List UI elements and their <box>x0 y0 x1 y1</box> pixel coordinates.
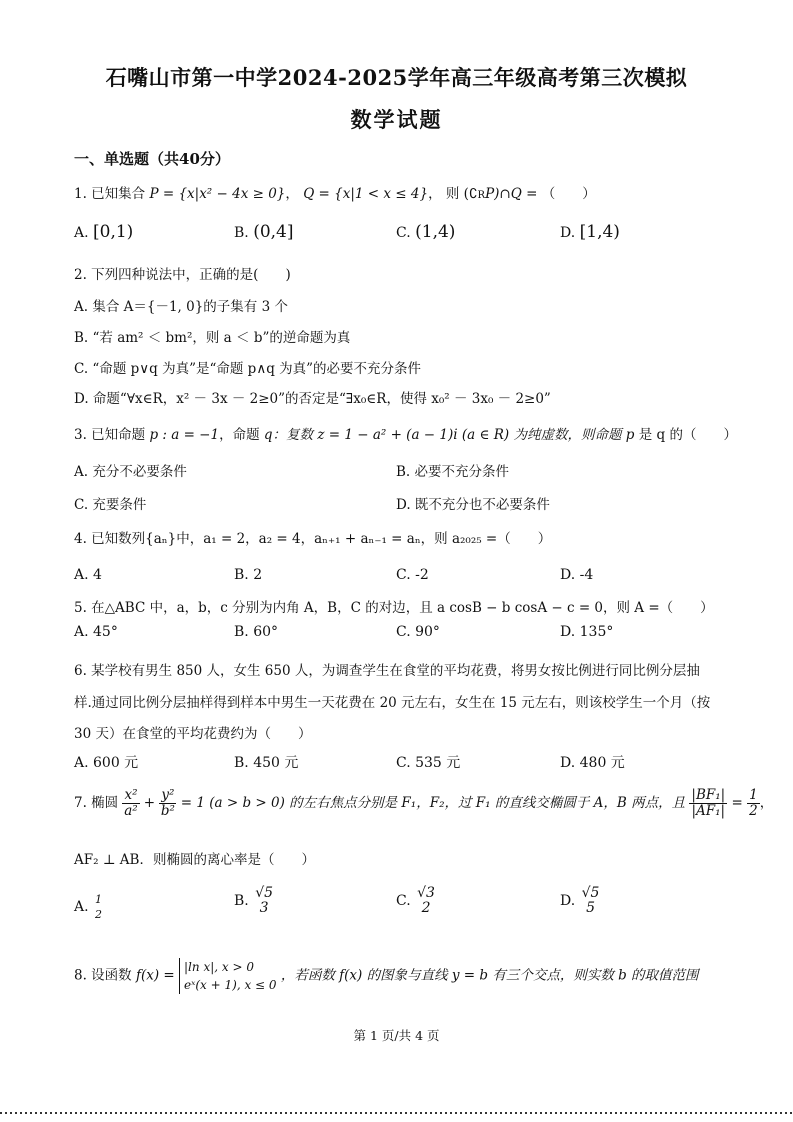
question-7-line-2: AF₂ ⊥ AB．则椭圆的离心率是（ ） <box>74 852 315 868</box>
q7-option-b[interactable]: B. √5 3 <box>234 885 274 916</box>
q1-option-b[interactable]: B. (0,4] <box>234 222 294 242</box>
page-footer: 第 1 页/共 4 页 <box>353 1028 440 1043</box>
q6-option-c[interactable]: C. 535 元 <box>396 755 461 771</box>
q2-option-d[interactable]: D. 命题“∀x∈R，x² － 3x － 2≥0”的否定是“∃x₀∈R，使得 x₀² － 3x₀ － 2≥0” <box>74 391 551 407</box>
q5-option-a[interactable]: A. 45° <box>74 624 118 640</box>
question-6-line-3: 30 天）在食堂的平均花费约为（ ） <box>74 726 312 742</box>
q3-option-a[interactable]: A. 充分不必要条件 <box>74 464 187 480</box>
question-7: 7. 椭圆 $\frac{\text{x²}}{\text{a²}}$ + $\frac{\text{y²}}{\text{b²}}$ = 1 (a > b > 0) 的左右焦点分别是 F₁，F₂，过 F₁ 的直线交椭圆于 A，B 两点，且 $\frac{\text{|BF₁|}}{\text{|AF₁|}}$ = $\frac{1}{2}$ ， <box>74 787 774 819</box>
question-2: 2. 下列四种说法中，正确的是( ) <box>74 267 291 283</box>
set-q: Q = {x|1 < x ≤ 4} <box>303 186 429 202</box>
q5-option-d[interactable]: D. 135° <box>560 624 614 640</box>
bottom-divider <box>0 1112 793 1114</box>
q3-option-c[interactable]: C. 充要条件 <box>74 497 147 513</box>
question-3: 3. 已知命题 p : a = −1，命题 q：复数 z = 1 − a² + (a − 1)i (a ∈ R) 为纯虚数，则命题 p 是 q 的（ ） <box>74 427 737 443</box>
q7-option-a[interactable]: A. 1 2 <box>74 893 103 921</box>
q5-option-c[interactable]: C. 90° <box>396 624 440 640</box>
q4-option-b[interactable]: B. 2 <box>234 567 263 583</box>
exam-title: 石嘴山市第一中学2024-2025学年高三年级高考第三次模拟 <box>105 65 688 90</box>
q1-option-a[interactable]: A. [0,1) <box>74 222 134 242</box>
q6-option-a[interactable]: A. 600 元 <box>74 755 139 771</box>
q4-option-d[interactable]: D. -4 <box>560 567 594 583</box>
question-1: 1. 已知集合 P = {x|x² − 4x ≥ 0}， Q = {x|1 < x ≤ 4}， 则 (∁RP)∩Q = （ ） <box>74 186 596 202</box>
q6-option-d[interactable]: D. 480 元 <box>560 755 625 771</box>
q5-option-b[interactable]: B. 60° <box>234 624 279 640</box>
q3-option-b[interactable]: B. 必要不充分条件 <box>396 464 510 480</box>
q7-option-d[interactable]: D. √5 5 <box>560 885 600 916</box>
piecewise-function: |ln x|, x > 0 eˣ(x + 1), x ≤ 0 <box>179 958 277 994</box>
question-6-line-2: 样.通过同比例分层抽样得到样本中男生一天花费在 20 元左右，女生在 15 元左右，则该校学生一个月（按 <box>74 695 711 711</box>
q2-option-a[interactable]: A. 集合 A＝{－1, 0}的子集有 3 个 <box>74 299 288 315</box>
q4-option-a[interactable]: A. 4 <box>74 567 102 583</box>
question-6-line-1: 6. 某学校有男生 850 人，女生 650 人，为调查学生在食堂的平均花费，将男女按比例进行同比例分层抽 <box>74 663 700 679</box>
q3-option-d[interactable]: D. 既不充分也不必要条件 <box>396 497 550 513</box>
q1-option-d[interactable]: D. [1,4) <box>560 222 620 242</box>
section-heading: 一、单选题（共40分） <box>74 150 230 168</box>
question-4: 4. 已知数列{aₙ}中，a₁ = 2，a₂ = 4，aₙ₊₁ + aₙ₋₁ = aₙ，则 a₂₀₂₅ =（ ） <box>74 531 552 547</box>
q2-option-c[interactable]: C. “命题 p∨q 为真”是“命题 p∧q 为真”的必要不充分条件 <box>74 361 422 377</box>
exam-subject: 数学试题 <box>350 107 443 132</box>
q2-option-b[interactable]: B. “若 am² ＜ bm²，则 a ＜ b”的逆命题为真 <box>74 330 351 346</box>
q1-option-c[interactable]: C. (1,4) <box>396 222 456 242</box>
question-8: 8. 设函数 f(x) = |ln x|, x > 0 eˣ(x + 1), x ≤ 0 ，若函数 f(x) 的图象与直线 y = b 有三个交点，则实数 b 的取值范围 <box>74 960 699 992</box>
q6-option-b[interactable]: B. 450 元 <box>234 755 299 771</box>
q4-option-c[interactable]: C. -2 <box>396 567 429 583</box>
q7-option-c[interactable]: C. √3 2 <box>396 885 435 916</box>
question-5: 5. 在△ABC 中，a，b，c 分别为内角 A，B，C 的对边，且 a cosB − b cosA − c = 0，则 A =（ ） <box>74 600 714 616</box>
set-p: P = {x|x² − 4x ≥ 0} <box>149 186 286 202</box>
